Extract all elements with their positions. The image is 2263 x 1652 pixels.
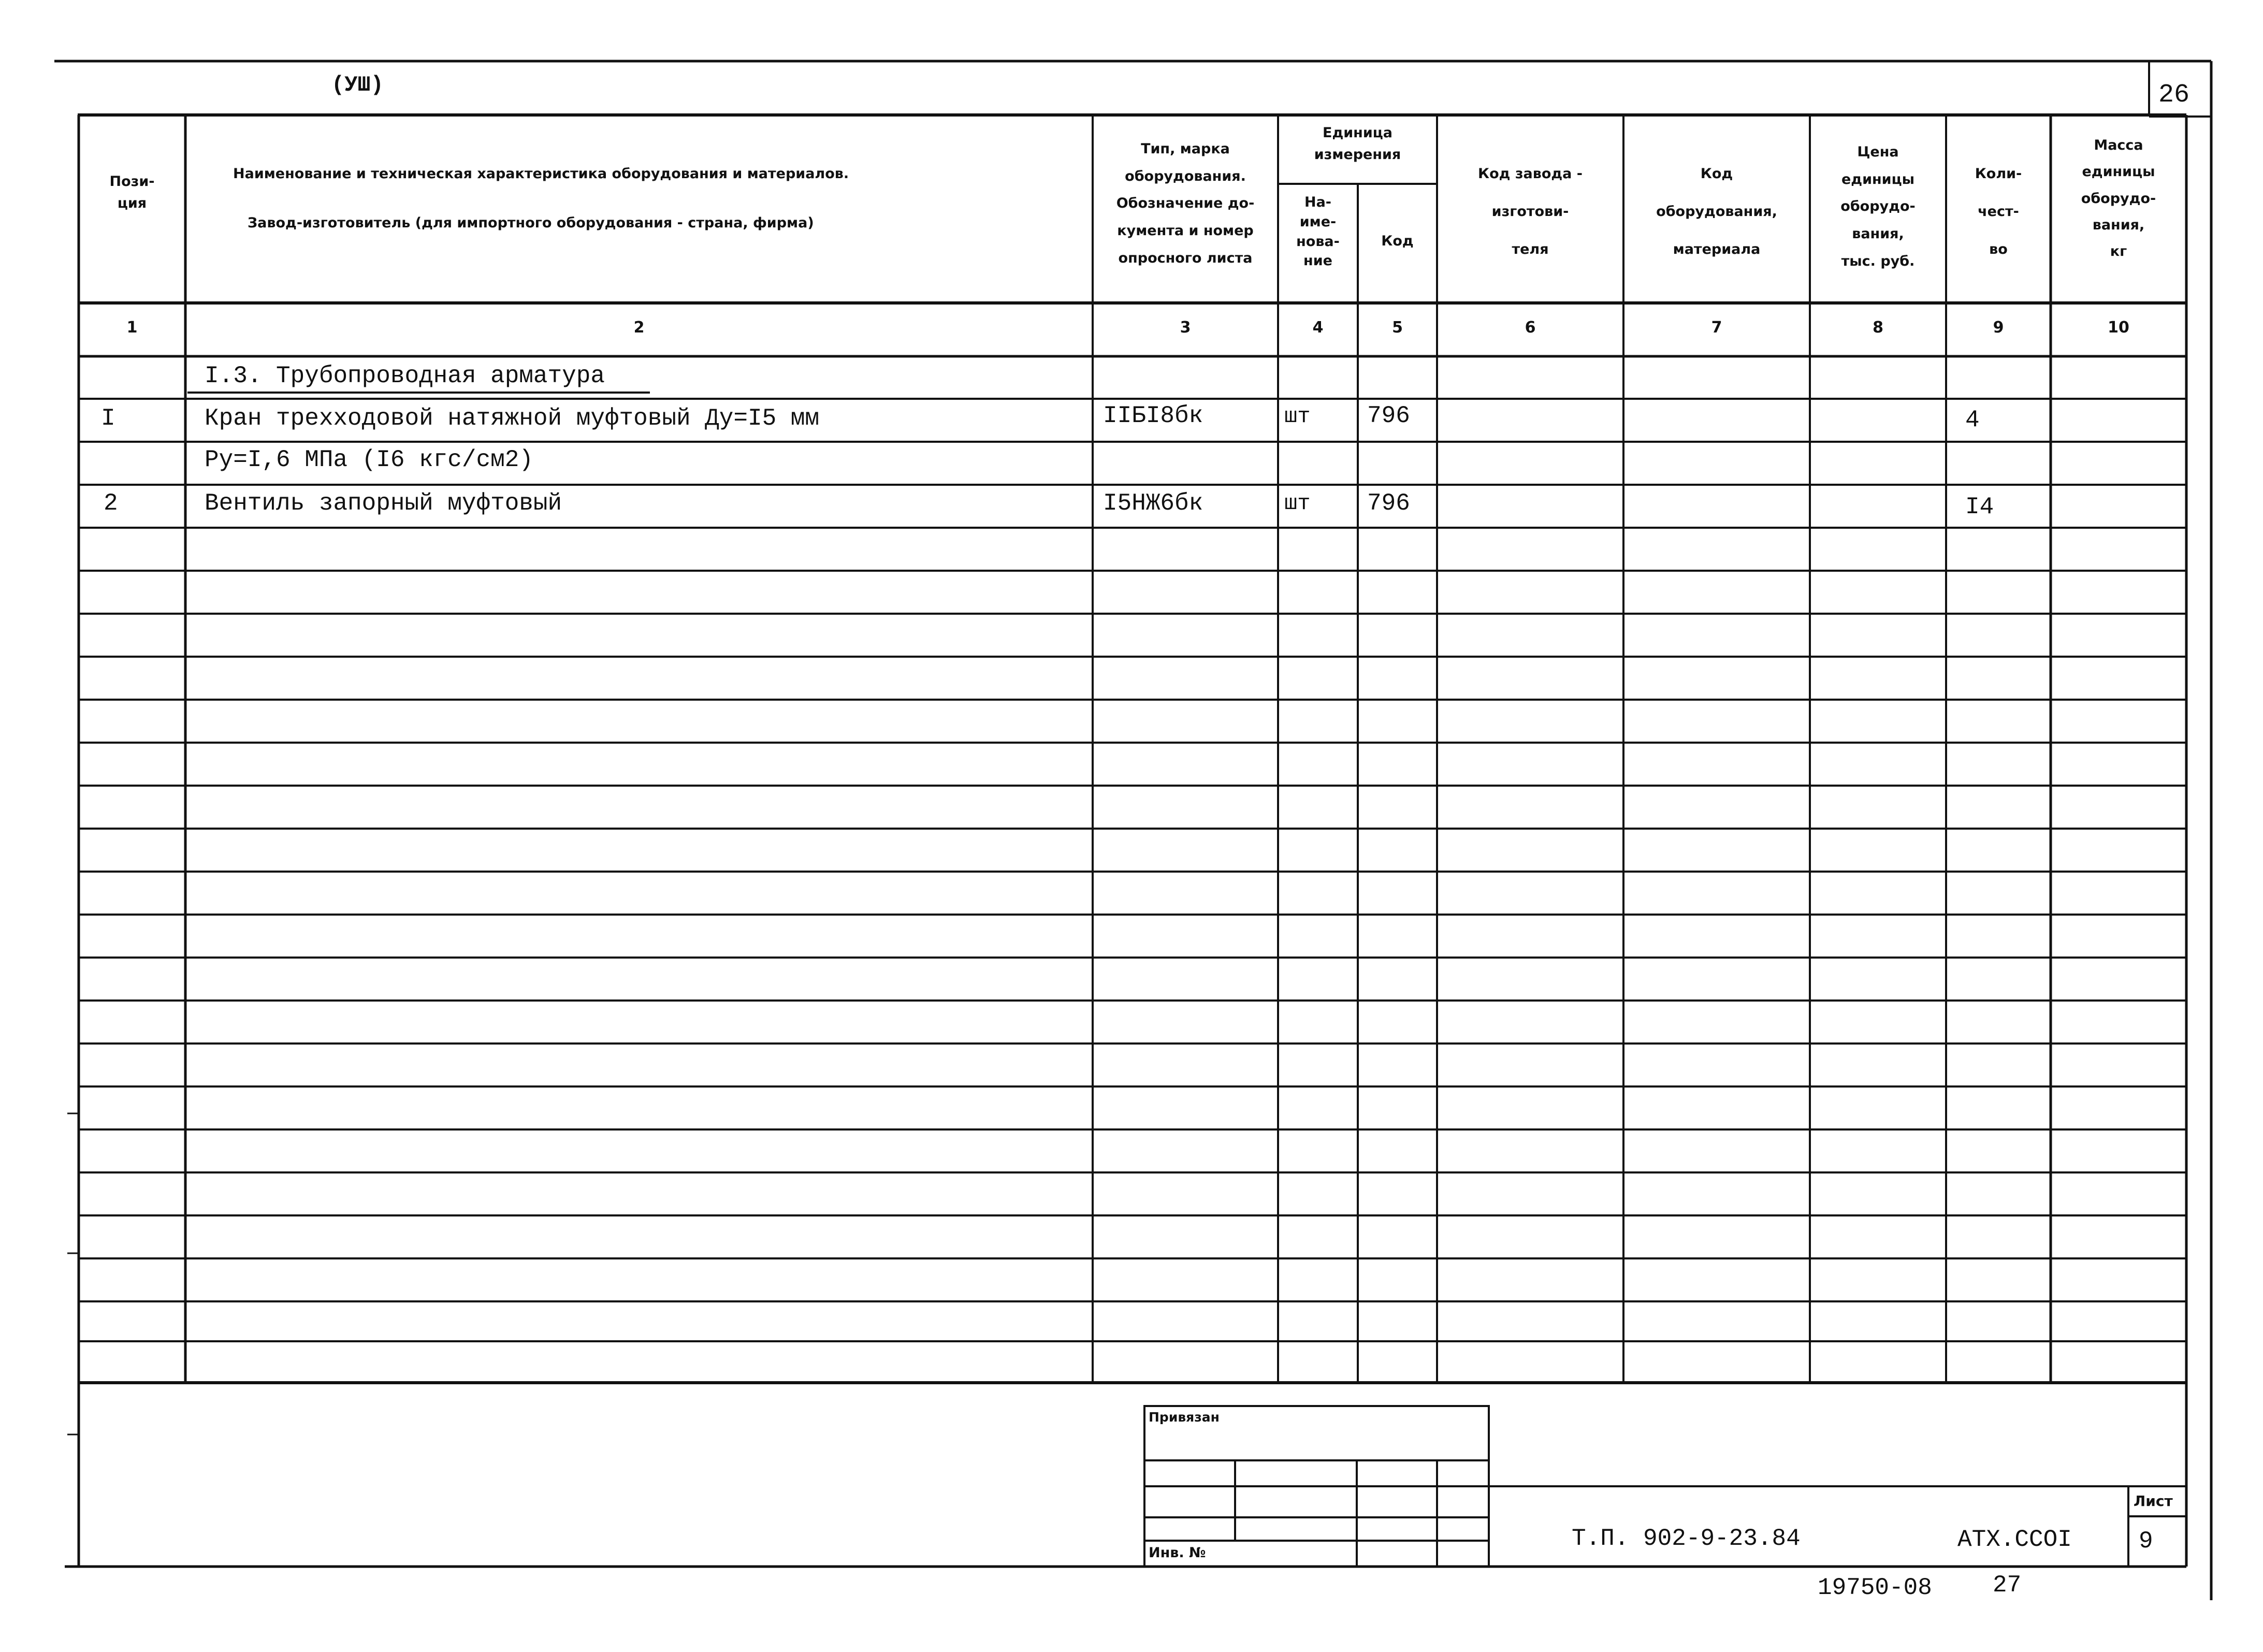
row-name: Кран трехходовой натяжной муфтовый Ду=I5 мм — [205, 405, 819, 432]
header-quantity: Коли- чест- во — [1975, 166, 2022, 257]
column-number: 7 — [1711, 318, 1722, 337]
column-number: 5 — [1392, 318, 1403, 337]
row-type: IIБI8бк — [1103, 402, 1203, 429]
header-unit-mass: Масса единицы оборудо- вания, кг — [2081, 137, 2156, 260]
row-type: I5НЖ6бк — [1103, 490, 1203, 517]
row-unit: шт — [1284, 404, 1311, 429]
header-unit-group: Единица измерения — [1314, 125, 1401, 163]
header-unit-code: Код — [1381, 233, 1414, 249]
page-number: 26 — [2158, 80, 2190, 110]
archive-page: 27 — [1993, 1572, 2022, 1599]
column-number: 1 — [126, 318, 138, 337]
row-name-continued: Ру=I,6 МПа (I6 кгс/см2) — [205, 446, 533, 473]
row-unit-code: 796 — [1367, 490, 1410, 517]
header-equipment-code: Код оборудования, материала — [1656, 166, 1777, 257]
stamp-bound-label: Привязан — [1149, 1410, 1220, 1425]
column-number: 6 — [1525, 318, 1536, 337]
header-position: Пози- ция — [109, 173, 155, 211]
header-unit-price: Цена единицы оборудо- вания, тыс. руб. — [1840, 144, 1916, 269]
archive-number: 19750-08 — [1818, 1574, 1932, 1601]
column-number: 3 — [1180, 318, 1191, 337]
document-code: АТХ.ССОI — [1957, 1526, 2072, 1553]
row-name: Вентиль запорный муфтовый — [205, 490, 562, 517]
column-number: 10 — [2108, 318, 2129, 337]
column-number: 8 — [1873, 318, 1883, 337]
section-title: I.3. Трубопроводная арматура — [205, 363, 605, 389]
column-number: 4 — [1312, 318, 1324, 337]
header-name-line1: Наименование и техническая характеристика оборудования и материалов. — [233, 166, 849, 182]
row-unit-code: 796 — [1367, 402, 1410, 429]
row-position: 2 — [104, 490, 118, 517]
project-code: Т.П. 902-9-23.84 — [1572, 1525, 1801, 1552]
stamp-inventory-label: Инв. № — [1149, 1545, 1206, 1561]
section-mark: (УШ) — [331, 73, 384, 97]
column-number: 2 — [633, 318, 645, 337]
row-quantity: 4 — [1965, 407, 1980, 433]
header-unit-name: На- име- нова- ние — [1296, 194, 1340, 269]
row-position: I — [101, 405, 115, 432]
row-quantity: I4 — [1965, 494, 1994, 520]
row-unit: шт — [1284, 491, 1311, 516]
header-plant-code: Код завода - изготови- теля — [1478, 166, 1583, 257]
sheet-number: 9 — [2139, 1528, 2153, 1555]
sheet-label: Лист — [2134, 1492, 2173, 1510]
header-type: Тип, марка оборудования. Обозначение до- кумента и номер опросного листа — [1116, 141, 1255, 266]
column-number: 9 — [1993, 318, 2004, 337]
header-name-line2: Завод-изготовитель (для импортного оборудования - страна, фирма) — [248, 215, 814, 231]
